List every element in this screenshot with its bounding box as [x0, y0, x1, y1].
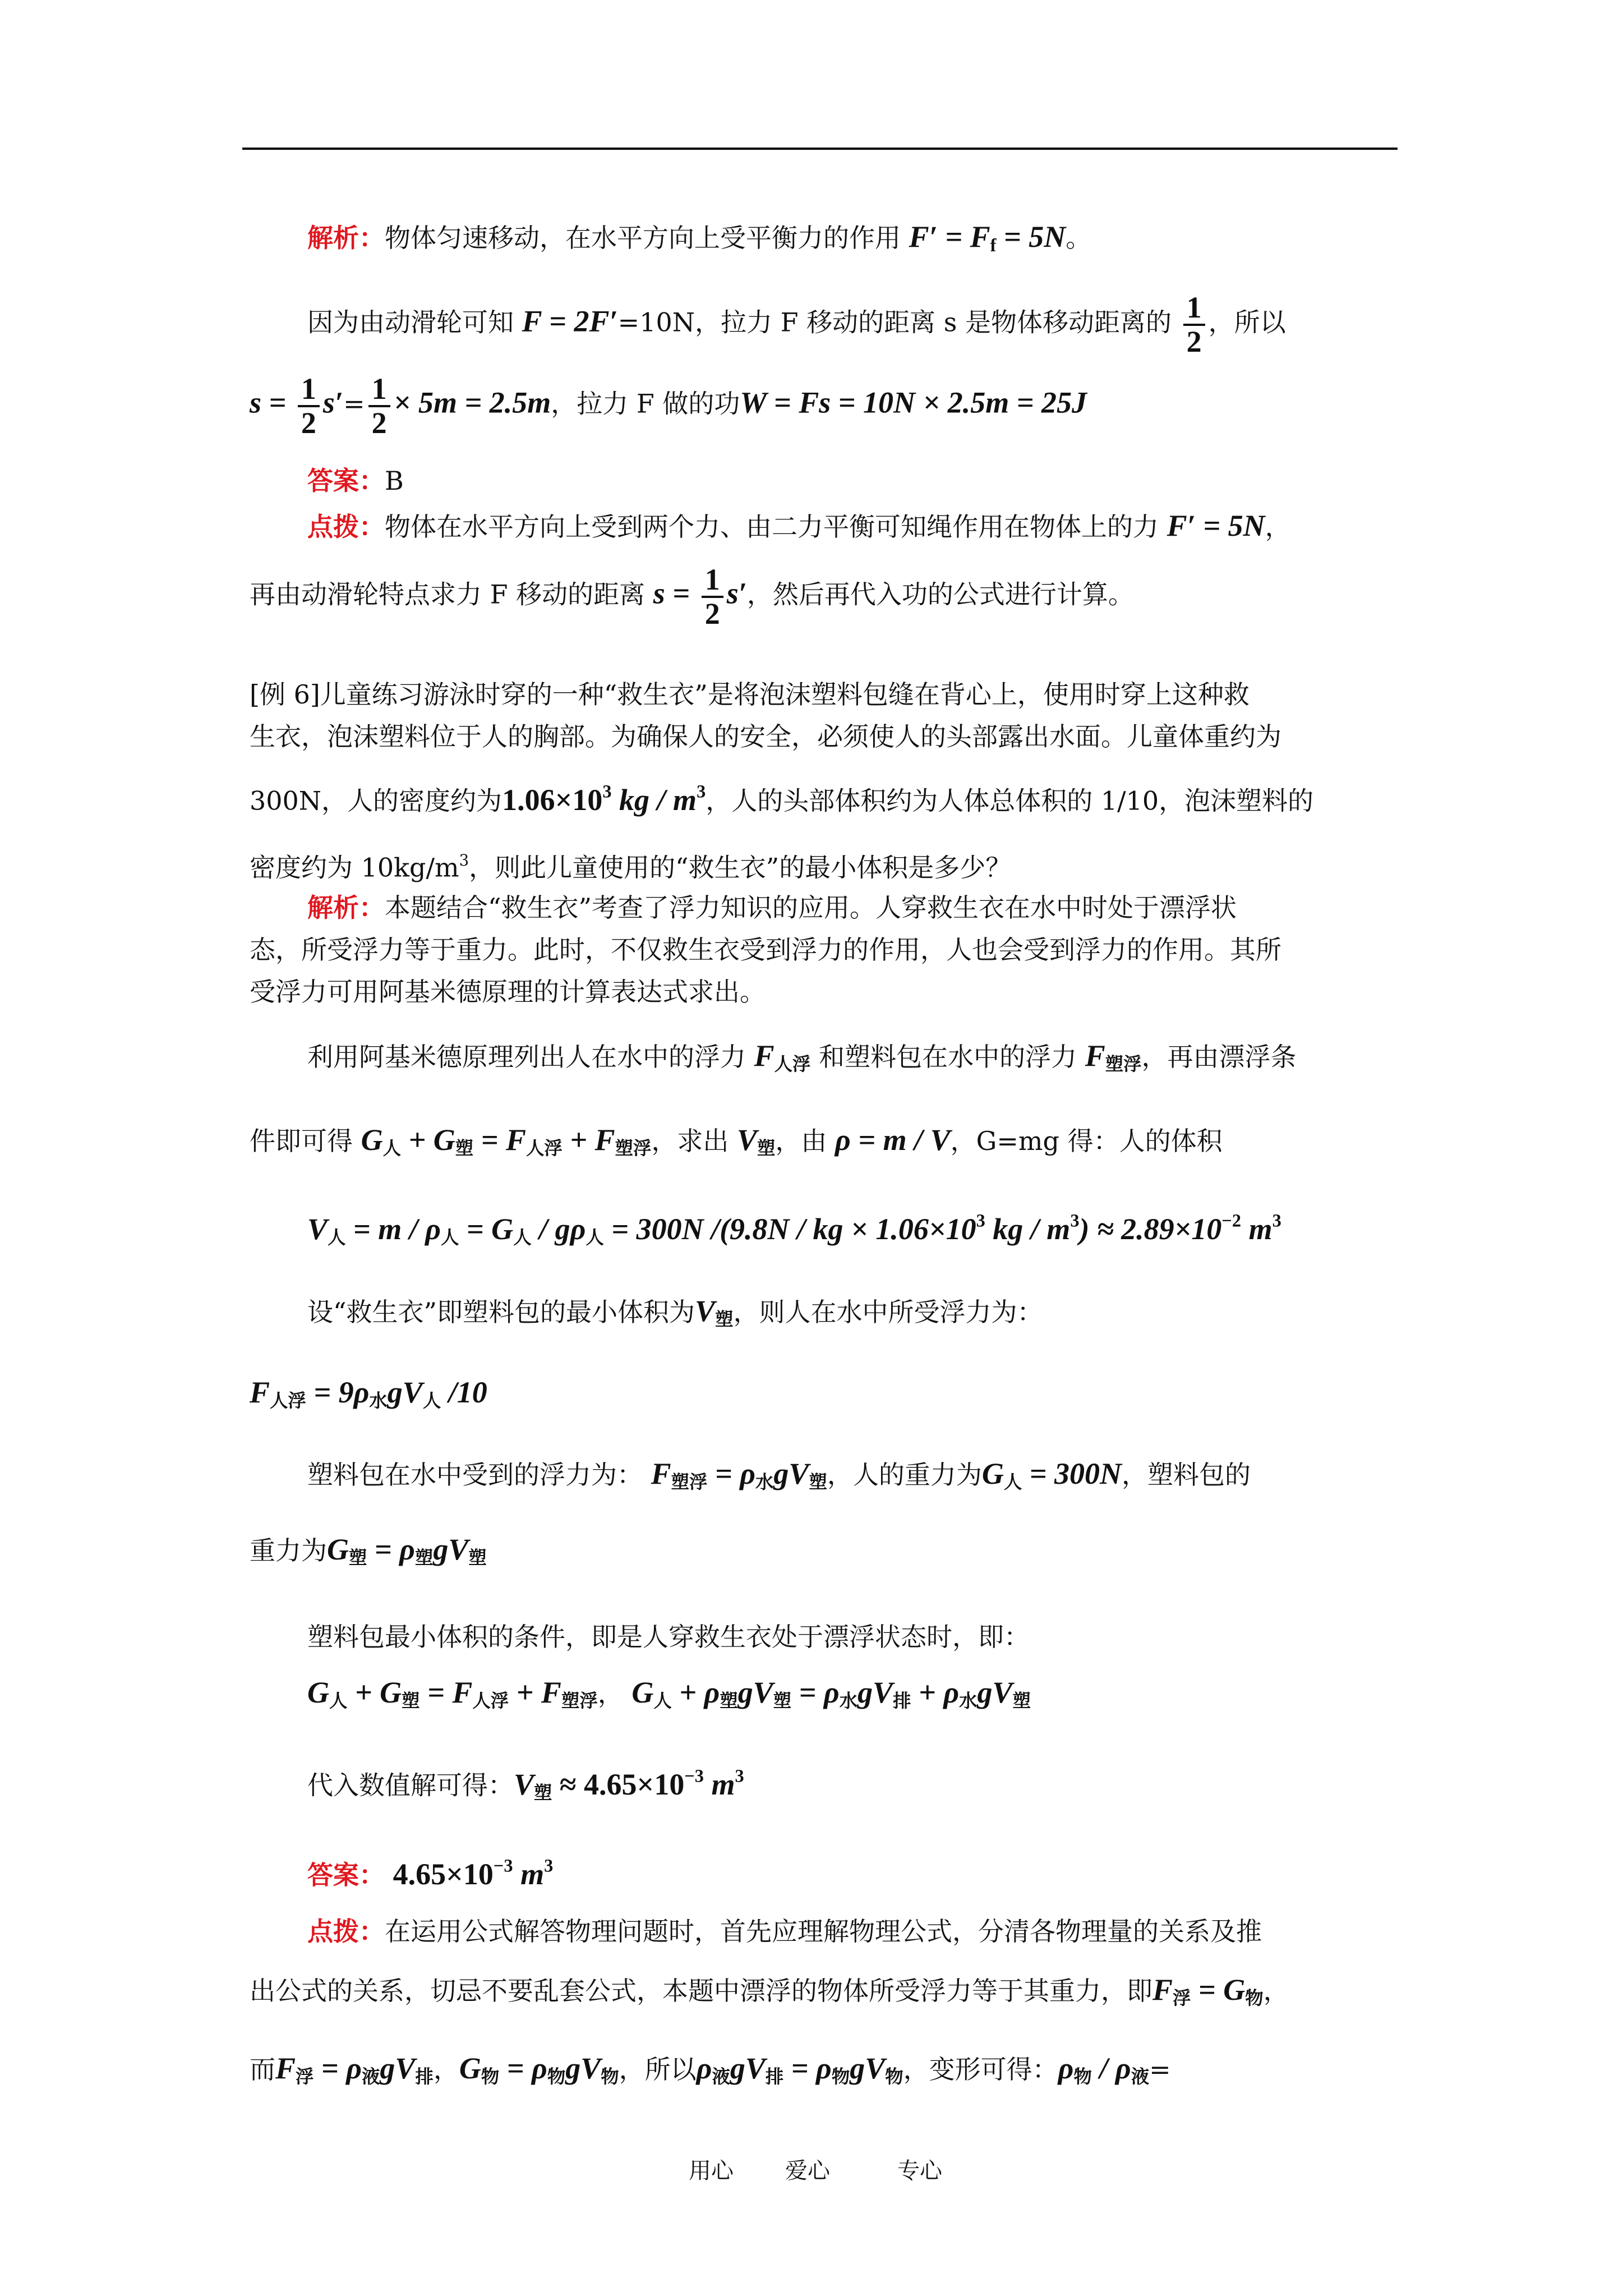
text-line: 解析：物体匀速移动，在水平方向上受平衡力的作用 $F' = F_f = 5N$。	[307, 220, 1092, 256]
footer-item: 爱心	[785, 2158, 830, 2184]
fraction: $\frac{1}{2}$	[298, 373, 320, 439]
text-line	[250, 1377, 487, 1411]
text-line: 利用阿基米德原理列出人在水中的浮力 $F_{人浮}$ 和塑料包在水中的浮力 $F_{塑浮}$，再由漂浮条	[307, 1039, 1297, 1075]
footer-item: 用心	[689, 2158, 734, 2184]
label-analysis: 解析：	[307, 223, 385, 253]
fraction: $\frac{1}{2}$	[702, 564, 723, 629]
formula: $F' = F_f = 5N$	[909, 220, 1066, 256]
label-answer: 答案：	[307, 1860, 385, 1890]
fraction: $\frac{1}{2}$	[1183, 292, 1205, 357]
text-line: 而$F_浮 = \rho_液gV_排$，$G_物 = \rho_物gV_物$，所以$\rho_液gV_排 = \rho_物gV_物$，变形可得：$\rho_物 / \rho_液=$	[250, 2051, 1171, 2088]
formula: ρ = m / V	[835, 1123, 951, 1157]
text-line	[307, 1857, 553, 1889]
text-line: 300N，人的密度约为$1.06\times 10^3$ kg / $m^3$，人的头部体积约为人体总体积的 1/10，泡沫塑料的	[250, 781, 1314, 817]
text-line: 设“救生衣”即塑料包的最小体积为$V_塑$，则人在水中所受浮力为：	[307, 1294, 1043, 1331]
text-line: [例 6]儿童练习游泳时穿的一种“救生衣”是将泡沫塑料包缝在背心上，使用时穿上这种救	[250, 679, 1249, 710]
formula: $G_人 + G_塑 = F_{人浮} + F_{塑浮}$	[307, 1676, 598, 1712]
formula: $G_塑 = \rho_塑gV_塑$	[327, 1533, 487, 1569]
text-line: 因为由动滑轮可知 F = 2F′=10N，拉力 F 移动的距离 s 是物体移动距离的 $\frac{1}{2}$ ，所以	[307, 291, 1286, 358]
formula: $F_浮 = G_物$	[1152, 1973, 1264, 2009]
formula: W = Fs = 10N × 2.5m = 25J	[740, 385, 1087, 420]
text-line: $G_人 + G_塑 = F_{人浮} + F_{塑浮}$， $G_人 + \rho_塑gV_塑 = \rho_水gV_排 + \rho_水gV_塑$	[307, 1676, 1031, 1712]
formula: $G_人 + G_塑 = F_{人浮} + F_{塑浮}$	[361, 1123, 652, 1159]
text-line: 答案：B	[307, 466, 404, 496]
formula: $1.06\times 10^3$ kg / $m^3$	[502, 781, 706, 817]
formula: $4.65\times 10^{-3}$ $m^3$	[393, 1856, 554, 1891]
text-line: 再由动滑轮特点求力 F 移动的距离 s = $\frac{1}{2}$ s′，然后再代入功的公式进行计算。	[250, 563, 1134, 631]
text-line: 解析：本题结合“救生衣”考查了浮力知识的应用。人穿救生衣在水中时处于漂浮状	[307, 892, 1237, 923]
formula: $\rho_液gV_排 = \rho_物gV_物$	[696, 2051, 903, 2088]
label-answer: 答案：	[307, 466, 385, 496]
text-line: 点拨：物体在水平方向上受到两个力、由二力平衡可知绳作用在物体上的力 F′ = 5N，	[307, 509, 1291, 542]
formula: $V_塑$	[695, 1294, 734, 1331]
label-tip: 点拨：	[307, 1916, 385, 1947]
label-tip: 点拨：	[307, 512, 385, 542]
formula: $F_{人浮} = 9\rho_水gV_人$ /10	[250, 1375, 487, 1412]
formula: $G_物 = \rho_物gV_物$	[459, 2051, 619, 2088]
text-line: 出公式的关系，切忌不要乱套公式，本题中漂浮的物体所受浮力等于其重力，即$F_浮 = G_物$，	[250, 1973, 1289, 2009]
header-rule	[242, 148, 1398, 150]
formula: F = 2F′	[522, 304, 618, 338]
text-line: 塑料包在水中受到的浮力为： $F_{塑浮} = \rho_水gV_塑$，人的重力为$G_人 = 300N$，塑料包的	[307, 1457, 1251, 1493]
label-analysis: 解析：	[307, 892, 385, 923]
formula: $F_{人浮}$	[754, 1039, 811, 1075]
formula: $V_塑$	[736, 1123, 776, 1159]
formula: $\rho_物 / \rho_液$	[1058, 2051, 1150, 2088]
formula: $F_{塑浮}$	[1085, 1039, 1142, 1075]
text-line: 受浮力可用阿基米德原理的计算表达式求出。	[250, 977, 766, 1007]
formula: $G_人 = 300N$	[981, 1457, 1122, 1493]
formula: F′ = 5N	[1166, 509, 1265, 542]
formula: $F_浮 = \rho_液gV_排$	[275, 2051, 434, 2088]
text-line	[307, 1212, 1281, 1247]
fraction: $\frac{1}{2}$	[368, 373, 390, 439]
text-line: 点拨：在运用公式解答物理问题时，首先应理解物理公式，分清各物理量的关系及推	[307, 1916, 1262, 1947]
text-line: 态，所受浮力等于重力。此时，不仅救生衣受到浮力的作用，人也会受到浮力的作用。其所	[250, 935, 1281, 965]
formula: $G_人 + \rho_塑gV_塑 = \rho_水gV_排 + \rho_水gV_塑$	[631, 1676, 1031, 1712]
text-line: 生衣，泡沫塑料位于人的胸部。为确保人的安全，必须使人的头部露出水面。儿童体重约为	[250, 721, 1281, 752]
text-line: 塑料包最小体积的条件，即是人穿救生衣处于漂浮状态时，即：	[307, 1622, 1030, 1652]
text-line: s = $\frac{1}{2}$ s′= $\frac{1}{2}$ × 5m = 2.5m，拉力 F 做的功W = Fs = 10N × 2.5m = 25J	[250, 372, 1087, 440]
formula: $F_{塑浮} = \rho_水gV_塑$	[651, 1457, 827, 1493]
footer-item: 专心	[897, 2158, 942, 2184]
text-line: 重力为$G_塑 = \rho_塑gV_塑$	[250, 1533, 487, 1569]
text-line: 件即可得 $G_人 + G_塑 = F_{人浮} + F_{塑浮}$，求出 $V_塑$，由 ρ = m / V，G=mg 得：人的体积	[250, 1123, 1223, 1159]
formula: $V_人 = m / \rho_人 = G_人 / g\rho_人 = 300N$ /(9.8N / kg × $1.06\times 10^3$ kg / $m^3) \approx 2.89\times 10^{-2}$ $m^3$	[307, 1211, 1281, 1248]
text-line: 密度约为 $10kg/m^3$，则此儿童使用的“救生衣”的最小体积是多少？	[250, 851, 1012, 883]
formula: $V_塑 \approx 4.65\times 10^{-3}$ $m^3$	[514, 1766, 744, 1803]
text-line: 代入数值解可得：$V_塑 \approx 4.65\times 10^{-3}$ $m^3$	[307, 1766, 744, 1803]
